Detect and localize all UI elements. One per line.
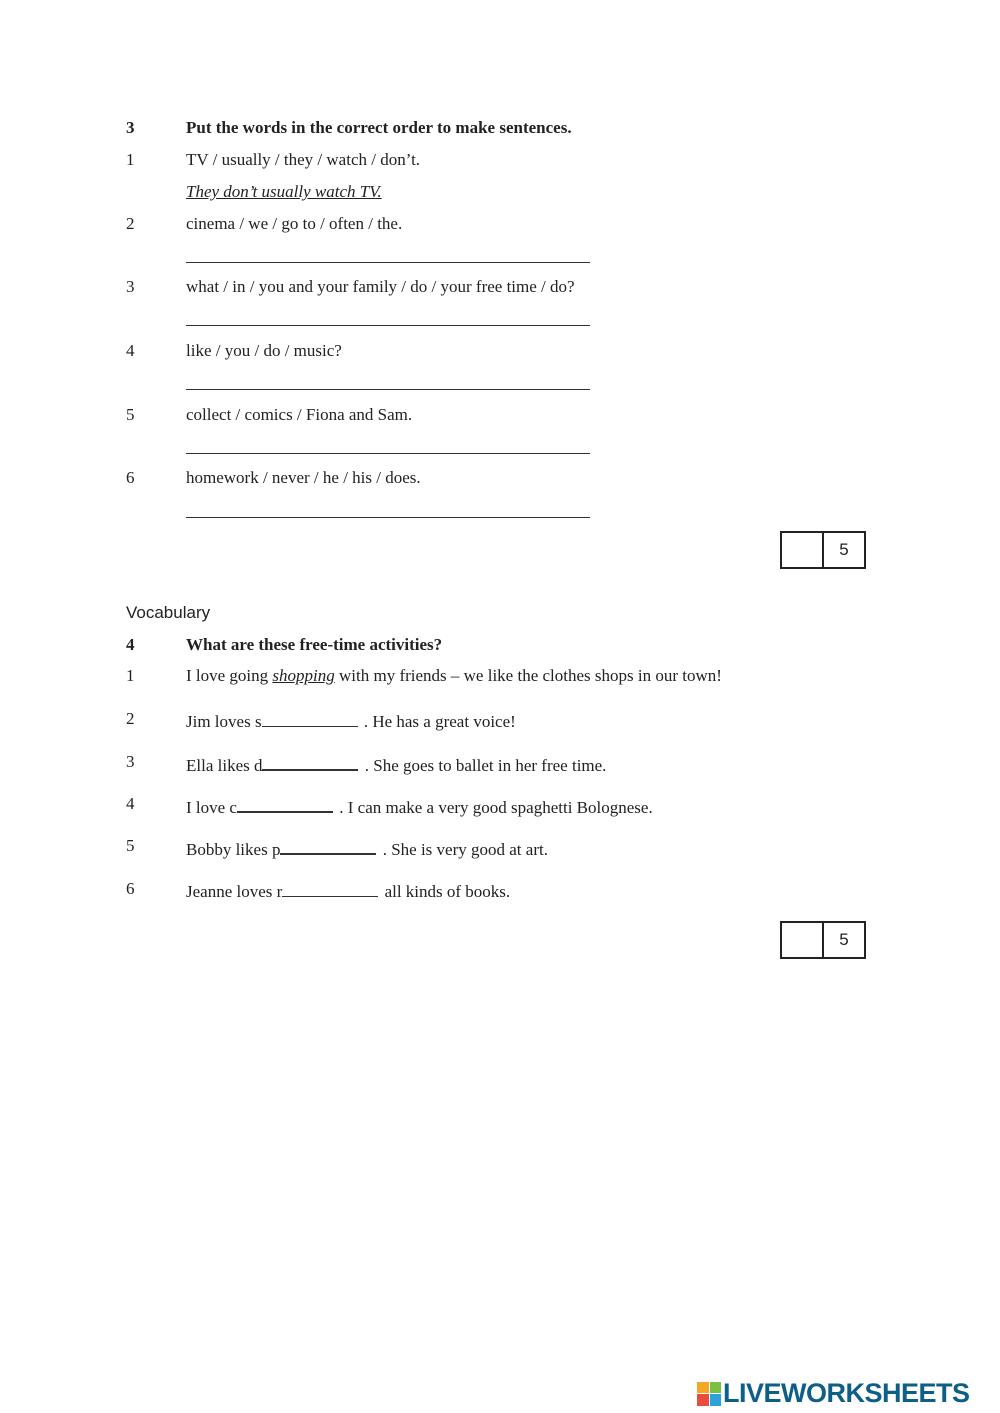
item-text-before: Ella likes d (186, 756, 263, 775)
item-number: 3 (126, 277, 135, 296)
score-box (780, 921, 866, 959)
item-number: 4 (126, 794, 135, 813)
item-number: 5 (126, 405, 135, 424)
score-box (780, 531, 866, 569)
answer-line[interactable] (186, 453, 590, 454)
item-text-after: with my friends – we like the clothes shops in our town! (334, 666, 722, 685)
item-number: 2 (126, 709, 135, 728)
item-number: 6 (126, 468, 135, 487)
answer-line[interactable] (186, 262, 590, 263)
score-input-cell[interactable] (782, 923, 824, 957)
item-prompt: TV / usually / they / watch / don’t. (186, 150, 421, 169)
vocab-item (186, 666, 722, 686)
item-prompt: homework / never / he / his / does. (186, 468, 421, 487)
logo-icon (697, 1382, 721, 1406)
answer-blank[interactable] (282, 879, 378, 897)
example-word: shopping (272, 666, 335, 685)
answer-blank[interactable] (237, 794, 333, 813)
item-number: 3 (126, 752, 135, 771)
vocab-item (186, 794, 653, 818)
answer-line[interactable] (186, 325, 590, 326)
answer-line[interactable] (186, 389, 590, 390)
item-text-before: Jim loves s (186, 712, 262, 731)
item-number: 5 (126, 836, 135, 855)
item-prompt: what / in / you and your family / do / your free time / do? (186, 277, 575, 296)
vocab-item (186, 709, 516, 732)
item-number: 1 (126, 666, 135, 685)
item-text-before: Bobby likes p (186, 840, 281, 859)
example-answer: They don’t usually watch TV. (186, 182, 382, 201)
item-text-after: . She goes to ballet in her free time. (360, 756, 607, 775)
liveworksheets-logo (697, 1378, 970, 1409)
item-number: 4 (126, 341, 135, 360)
answer-blank[interactable] (262, 709, 358, 727)
exercise-4-instruction: What are these free-time activities? (186, 635, 443, 654)
item-prompt: like / you / do / music? (186, 341, 342, 360)
item-prompt: collect / comics / Fiona and Sam. (186, 405, 413, 424)
section-title: Vocabulary (126, 603, 211, 622)
answer-blank[interactable] (280, 836, 376, 855)
item-text-before: Jeanne loves r (186, 882, 283, 901)
item-text-after: . I can make a very good spaghetti Bolognese. (334, 798, 653, 817)
item-number: 6 (126, 879, 135, 898)
item-prompt: cinema / we / go to / often / the. (186, 214, 403, 233)
item-text-before: I love c (186, 798, 237, 817)
item-text-after: . She is very good at art. (378, 840, 548, 859)
score-max: 5 (839, 540, 849, 559)
vocab-item (186, 836, 548, 860)
exercise-4-number: 4 (126, 635, 135, 654)
score-input-cell[interactable] (782, 533, 824, 567)
item-text-after: . He has a great voice! (359, 712, 516, 731)
vocab-item (186, 752, 606, 776)
exercise-3-number: 3 (126, 118, 135, 137)
item-number: 1 (126, 150, 135, 169)
answer-blank[interactable] (262, 752, 358, 771)
answer-line[interactable] (186, 517, 590, 518)
item-number: 2 (126, 214, 135, 233)
score-max: 5 (839, 930, 849, 949)
vocab-item (186, 879, 510, 902)
item-text-after: all kinds of books. (380, 882, 511, 901)
item-text-before: I love going (186, 666, 273, 685)
exercise-3-instruction: Put the words in the correct order to make sentences. (186, 118, 572, 137)
logo-text: LIVEWORKSHEETS (723, 1378, 970, 1408)
